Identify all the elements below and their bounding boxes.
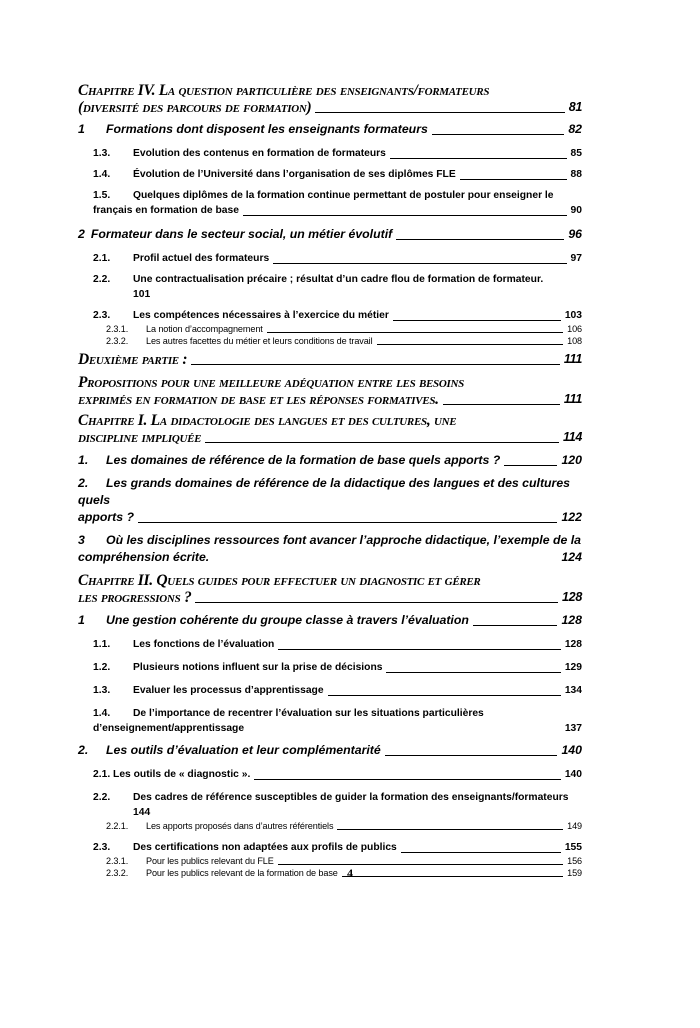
toc-page-number: 97 [570,253,582,264]
toc-entry-number: 1.4. [93,169,111,180]
toc-page-number: 120 [561,453,582,467]
toc-entry-text: Profil actuel des formateurs [133,253,270,264]
toc-section-d1[interactable] [78,452,582,469]
toc-entry-number: 1.4. [93,708,111,719]
toc-section-g1-1[interactable] [78,637,582,652]
toc-entry-text: Propositions pour une meilleure adéquation entre les besoins [78,374,464,391]
toc-chapter-1[interactable] [78,412,582,446]
toc-section-2-3[interactable] [78,308,582,323]
toc-entry-text: Les fonctions de l’évaluation [133,639,275,650]
toc-entry-number: 1.2. [93,662,111,673]
toc-entry-number: 2.3.2. [106,868,129,878]
toc-section-1-3[interactable] [78,146,582,161]
toc-entry-text: Formateur dans le secteur social, un métier évolutif [90,227,393,241]
toc-section-2-1[interactable] [78,251,582,266]
toc-chapter-2[interactable] [78,572,582,606]
toc-page-number: 82 [568,122,582,136]
toc-section-g1-2[interactable] [78,660,582,675]
toc-section-1-5[interactable] [78,188,582,218]
toc-page-number: 137 [564,723,582,734]
toc-entry-text: De l’importance de recentrer l’évaluation sur les situations particulières [133,708,484,719]
toc-page-number: 106 [567,324,582,334]
toc-entry-text: Une contractualisation précaire ; résultat d’un cadre flou de formation de formateur. [133,274,544,285]
toc-entry-number: 2.3.1. [106,856,129,866]
toc-entry-text: exprimés en formation de base et les réponses formatives. [78,391,439,408]
toc-entry-number: 1.3. [93,148,111,159]
toc-section-1[interactable] [78,121,582,138]
toc-section-d3[interactable] [78,532,582,566]
toc-page-number: 140 [561,743,582,757]
toc-page-number: 128 [562,590,582,604]
toc-entry-number: 2. [78,476,89,490]
toc-page-number: 128 [564,639,582,650]
toc-entry-number: 2.2. [93,792,111,803]
toc-section-g2-3[interactable] [78,840,582,855]
toc-entry-text: Evolution des contenus en formation de formateurs [133,148,386,159]
toc-section-g2-2[interactable] [78,790,582,820]
toc-entry-text: Deuxième partie : [78,351,188,368]
toc-page-number: 155 [564,842,582,853]
toc-entry-text: Des cadres de référence susceptibles de guider la formation des enseignants/formateurs [133,792,569,803]
toc-page-number: 144 [133,807,151,818]
table-of-contents [78,82,582,879]
toc-page-number: 156 [567,856,582,866]
toc-entry-number: 2.1. [93,253,111,264]
toc-entry-text: Pour les publics relevant de la formation de base [146,868,338,878]
toc-page-number: 85 [570,148,582,159]
toc-entry-number: 3 [78,533,85,547]
toc-page-number: 122 [561,510,582,524]
toc-page-number: 81 [568,100,582,114]
toc-entry-number: 1.3. [93,685,111,696]
toc-entry-text: discipline impliquée [78,429,202,446]
toc-entry-text: 2.1. Les outils de « diagnostic ». [93,769,251,780]
toc-entry-text: Évolution de l’Université dans l’organisation de ses diplômes FLE [133,169,456,180]
toc-entry-text: Chapitre IV. La question particulière des enseignants/formateurs [78,82,490,99]
toc-section-g1[interactable] [78,612,582,629]
toc-entry-number: 1.1. [93,639,111,650]
toc-entry-text: Quelques diplômes de la formation continue permettant de postuler pour enseigner le [133,190,554,201]
toc-page-number: 96 [568,227,582,241]
toc-entry-number: 2.3.2. [106,336,129,346]
toc-entry-text: Des certifications non adaptées aux profils de publics [133,842,397,853]
toc-entry-text: La notion d’accompagnement [146,324,263,334]
toc-page-number: 149 [567,821,582,831]
toc-entry-number: 1.5. [93,190,111,201]
toc-page-number: 159 [567,868,582,878]
toc-entry-text: Chapitre II. Quels guides pour effectuer un diagnostic et gérer [78,572,481,589]
toc-chapter-4[interactable] [78,82,582,116]
toc-entry-number: 1. [78,453,89,467]
toc-page-number: 108 [567,336,582,346]
toc-entry-text: d’enseignement/apprentissage [93,723,245,734]
toc-page-number: 129 [564,662,582,673]
toc-entry-text: (diversité des parcours de formation) [78,99,312,116]
toc-entry-text: Les autres facettes du métier et leurs conditions de travail [146,336,373,346]
toc-page-number: 124 [561,550,582,564]
toc-section-d2[interactable] [78,475,582,526]
toc-entry-text: Les outils d’évaluation et leur complémentarité [106,743,381,757]
toc-part-2[interactable] [78,351,582,368]
toc-entry-text: Chapitre I. La didactologie des langues et des cultures, une [78,412,457,429]
toc-entry-text: Les domaines de référence de la formation de base quels apports ? [106,453,501,467]
toc-entry-text: apports ? [78,510,135,524]
toc-page-number: 114 [562,430,582,444]
toc-page-number: 140 [564,769,582,780]
toc-entry-text: Pour les publics relevant du FLE [146,856,274,866]
toc-section-2-3-1[interactable] [78,323,582,335]
toc-entry-text: Les grands domaines de référence de la didactique des langues et des cultures quels [78,476,571,507]
toc-page-number: 111 [563,392,582,406]
toc-section-g2-2-1[interactable] [78,820,582,832]
toc-section-2-2[interactable] [78,272,582,302]
toc-entry-number: 2.3. [93,310,111,321]
toc-entry-text: compréhension écrite. [78,550,210,564]
toc-entry-text: Une gestion cohérente du groupe classe à travers l’évaluation [106,613,469,627]
toc-entry-number: 2.3.1. [106,324,129,334]
toc-section-g2-1[interactable] [78,767,582,782]
toc-page-number: 134 [564,685,582,696]
toc-page-number: 90 [570,205,582,216]
toc-section-2[interactable] [78,226,582,243]
toc-entry-text: Plusieurs notions influent sur la prise de décisions [133,662,383,673]
toc-entry-text: Les compétences nécessaires à l’exercice du métier [133,310,389,321]
toc-entry-number: 1 [78,613,85,627]
toc-entry-number: 2. [78,743,89,757]
toc-entry-text: Où les disciplines ressources font avancer l’approche didactique, l’exemple de la [106,533,581,547]
toc-section-1-4[interactable] [78,167,582,182]
toc-propositions[interactable] [78,374,582,408]
toc-section-2-3-2[interactable] [78,335,582,347]
toc-entry-number: 1 [78,122,85,136]
toc-page-number: 103 [564,310,582,321]
toc-page-number: 128 [561,613,582,627]
toc-section-g1-3[interactable] [78,683,582,698]
toc-entry-number: 2.2. [93,274,111,285]
toc-entry-text: Les apports proposés dans d’autres référentiels [146,821,334,831]
toc-section-g1-4[interactable] [78,706,582,736]
toc-section-g2[interactable] [78,742,582,759]
toc-page-number: 88 [570,169,582,180]
toc-entry-text: français en formation de base [93,205,239,216]
toc-entry-number: 2.3. [93,842,111,853]
toc-entry-number: 2 [78,227,85,241]
toc-entry-text: les progressions ? [78,589,192,606]
toc-entry-text: Evaluer les processus d’apprentissage [133,685,324,696]
toc-page-number: 111 [563,352,582,366]
toc-entry-text: Formations dont disposent les enseignants formateurs [106,122,428,136]
page-number: 4 [347,866,353,880]
toc-page-number: 101 [133,289,151,300]
toc-entry-number: 2.2.1. [106,821,129,831]
